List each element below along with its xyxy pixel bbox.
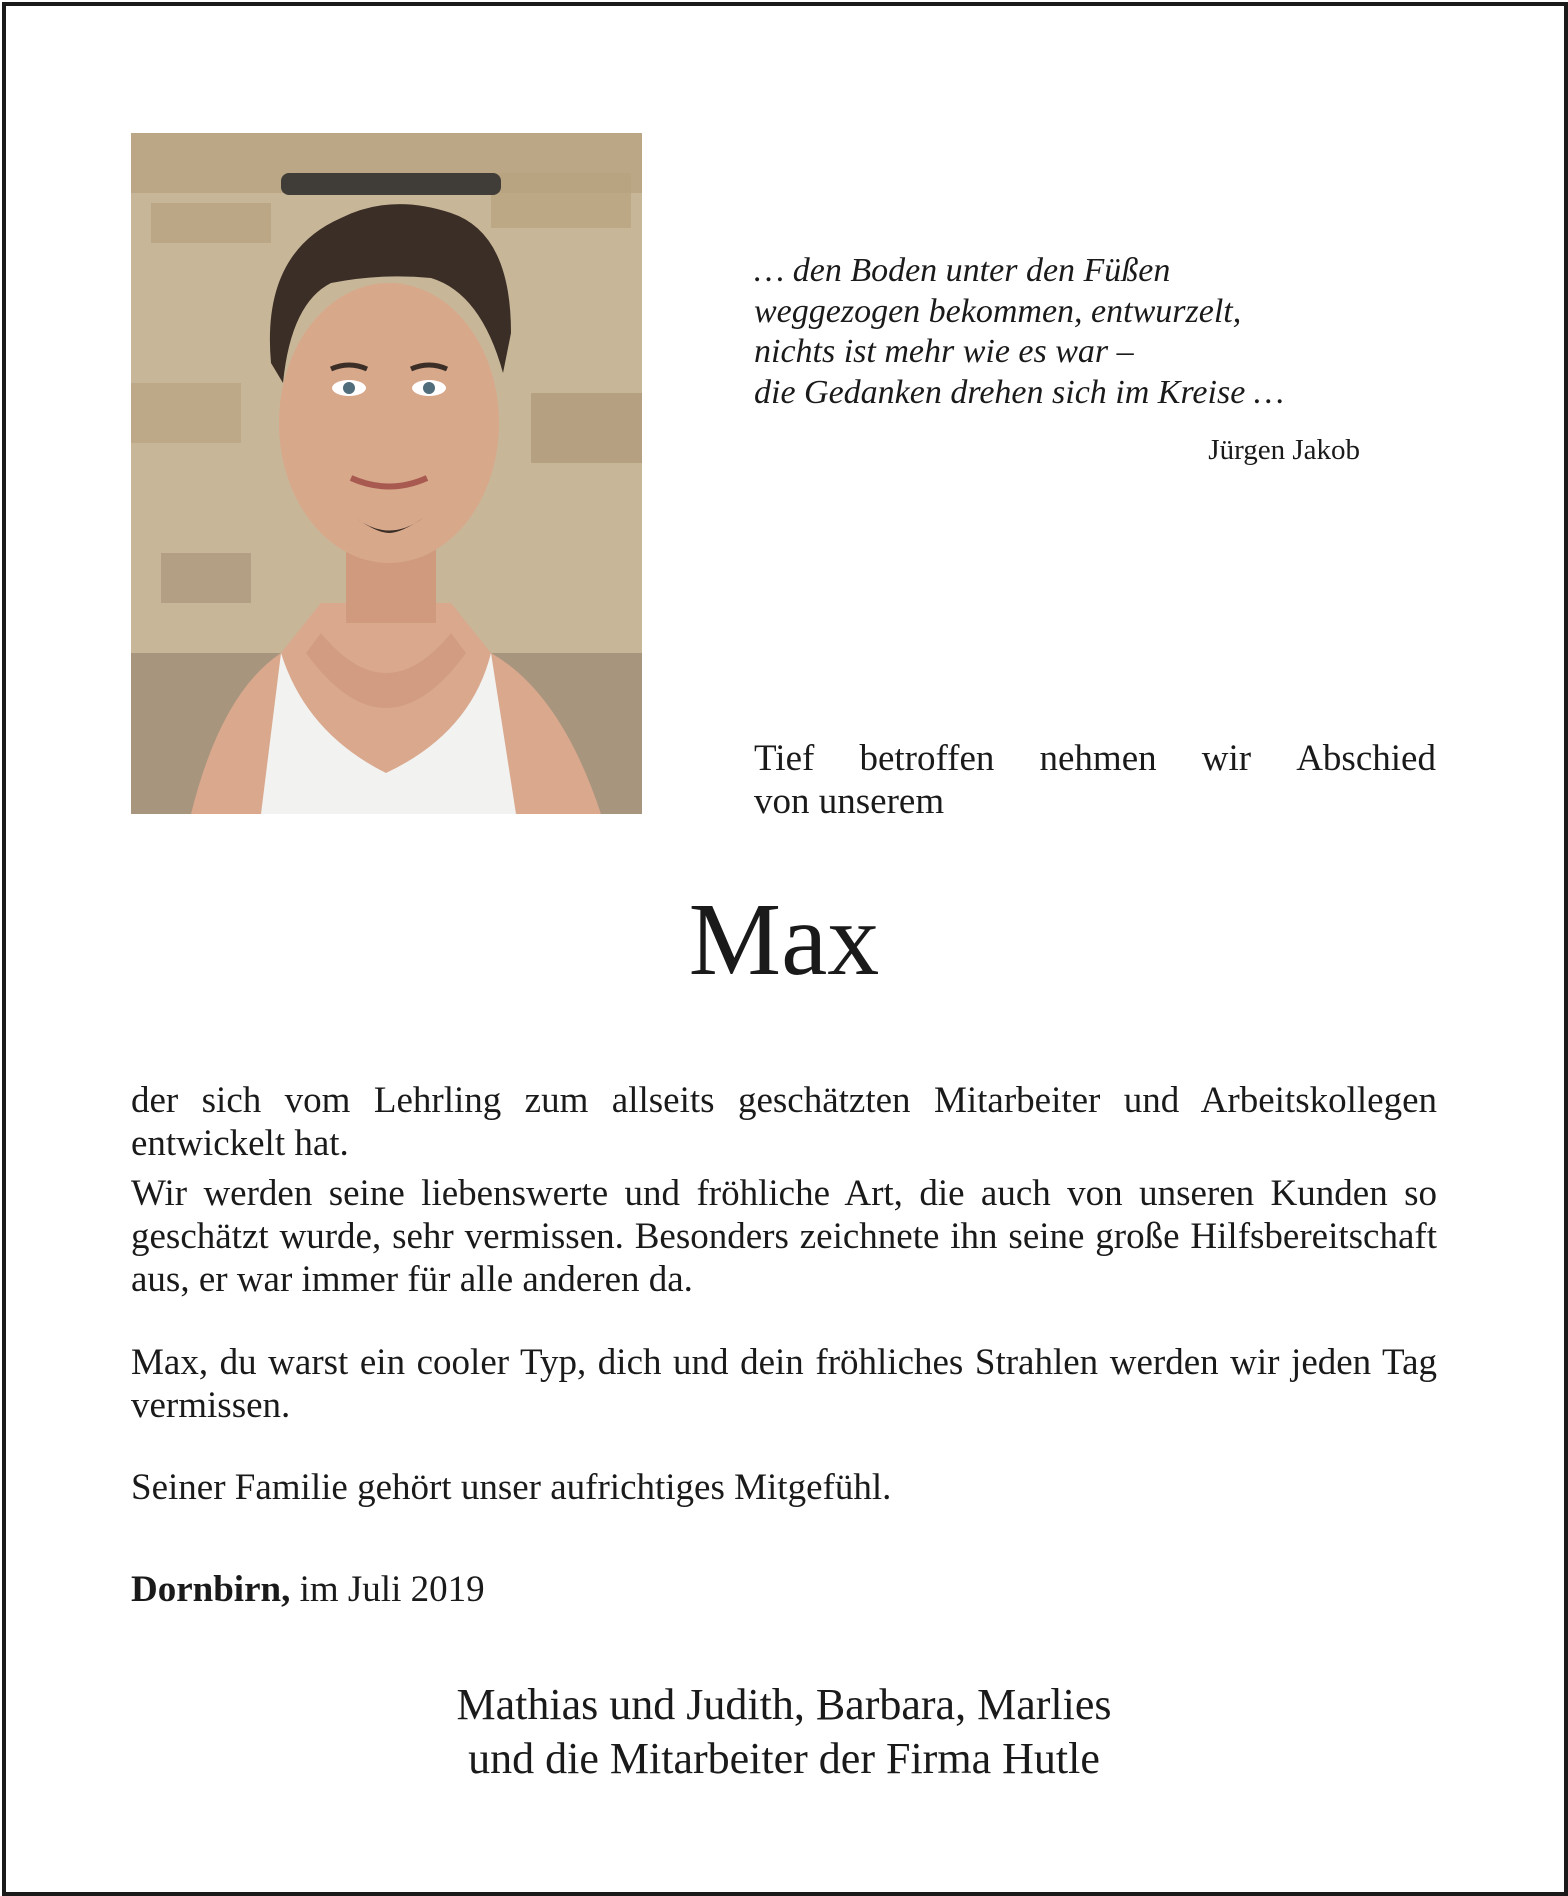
intro-word: nehmen: [1039, 738, 1157, 779]
place: Dornbirn,: [131, 1569, 291, 1610]
intro-word: wir: [1201, 738, 1252, 779]
signature-line: Mathias und Judith, Barbara, Marlies: [456, 1680, 1112, 1729]
intro-line-1: [754, 737, 1436, 780]
intro-text: [754, 737, 1436, 823]
intro-word: Tief: [754, 738, 815, 779]
quote-line: die Gedanken drehen sich im Kreise …: [754, 373, 1285, 411]
paragraph: Max, du warst ein cooler Typ, dich und dein fröhliches Strahlen werden wir jeden Tag vermissen.: [131, 1342, 1437, 1426]
paragraph: Wir werden seine liebenswerte und fröhliche Art, die auch von unseren Kunden so geschätzt wurde, sehr vermissen. Besonders zeichnete ihn seine große Hilfsbereitschaft aus, er war immer für alle anderen da.: [131, 1173, 1437, 1300]
signature: [0, 1678, 1568, 1786]
deceased-name: Max: [688, 882, 880, 997]
quote: [754, 251, 1354, 413]
paragraph: Seiner Familie gehört unser aufrichtiges Mitgefühl.: [131, 1467, 892, 1508]
intro-line-2: von unserem: [754, 781, 945, 822]
place-date: [131, 1568, 485, 1611]
quote-line: … den Boden unter den Füßen: [754, 252, 1171, 289]
intro-word: Abschied: [1296, 738, 1436, 779]
signature-line: und die Mitarbeiter der Firma Hutle: [468, 1734, 1100, 1783]
quote-line: weggezogen bekommen, entwurzelt,: [754, 292, 1242, 330]
intro-word: betroffen: [859, 738, 995, 779]
portrait-photo: [131, 133, 642, 814]
quote-line: nichts ist mehr wie es war –: [754, 333, 1134, 370]
quote-author: Jürgen Jakob: [1208, 434, 1360, 466]
paragraph: der sich vom Lehrling zum allseits geschätzten Mitarbeiter und Arbeitskollegen entwickelt hat.: [131, 1080, 1437, 1164]
date: im Juli 2019: [299, 1569, 485, 1610]
